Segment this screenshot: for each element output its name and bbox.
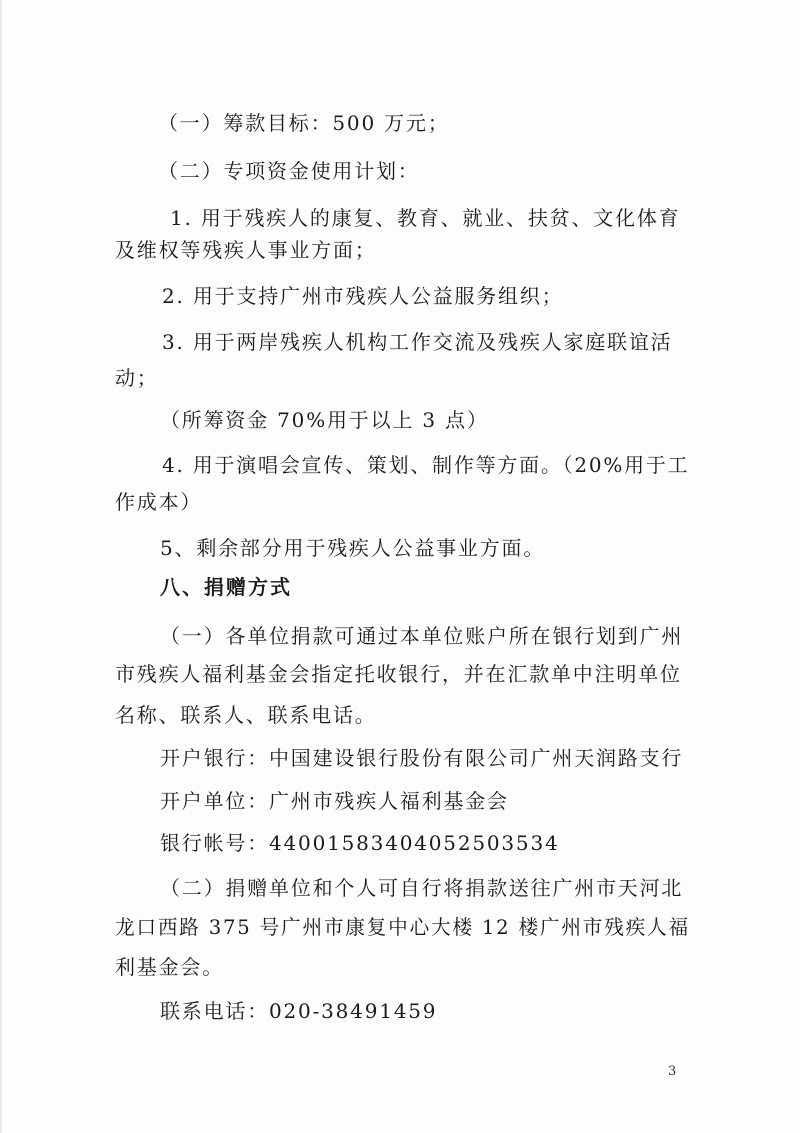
funding-goal: （一）筹款目标：500 万元； <box>158 111 450 135</box>
donation-method-2-line-3: 利基金会。 <box>115 955 224 979</box>
scan-edge-left <box>0 0 2 1133</box>
section-heading-donation: 八、捐赠方式 <box>160 575 292 599</box>
plan-item-3-line-1: 3. 用于两岸残疾人机构工作交流及残疾人家庭联谊活 <box>162 330 673 354</box>
page-number: 3 <box>668 1064 677 1079</box>
plan-allocation-note: （所筹资金 70%用于以上 3 点） <box>160 408 489 432</box>
plan-item-3-line-2: 动； <box>115 366 159 390</box>
donation-method-2-line-2: 龙口西路 375 号广州市康复中心大楼 12 楼广州市残疾人福 <box>115 915 690 939</box>
plan-item-5: 5、剩余部分用于残疾人公益事业方面。 <box>160 536 546 560</box>
account-holder: 开户单位：广州市残疾人福利基金会 <box>160 789 509 813</box>
donation-method-1-line-2: 市残疾人福利基金会指定托收银行，并在汇款单中注明单位 <box>115 662 682 686</box>
plan-item-4-line-1: 4. 用于演唱会宣传、策划、制作等方面。（20%用于工 <box>162 453 690 477</box>
account-number: 银行帐号：44001583404052503534 <box>160 831 560 855</box>
donation-method-2-line-1: （二）捐赠单位和个人可自行将捐款送往广州市天河北 <box>160 876 684 900</box>
donation-method-1-line-1: （一）各单位捐款可通过本单位账户所在银行划到广州 <box>160 624 684 648</box>
plan-item-2: 2. 用于支持广州市残疾人公益服务组织； <box>162 284 564 308</box>
bank-name: 开户银行：中国建设银行股份有限公司广州天润路支行 <box>160 746 684 770</box>
plan-item-1-line-2: 及维权等残疾人事业方面； <box>115 238 377 262</box>
plan-item-1-line-1: 1. 用于残疾人的康复、教育、就业、扶贫、文化体育 <box>170 206 681 230</box>
contact-phone: 联系电话：020-38491459 <box>160 999 438 1023</box>
plan-item-4-line-2: 作成本） <box>115 490 203 514</box>
donation-method-1-line-3: 名称、联系人、联系电话。 <box>115 703 377 727</box>
funding-plan-title: （二）专项资金使用计划： <box>158 159 420 183</box>
